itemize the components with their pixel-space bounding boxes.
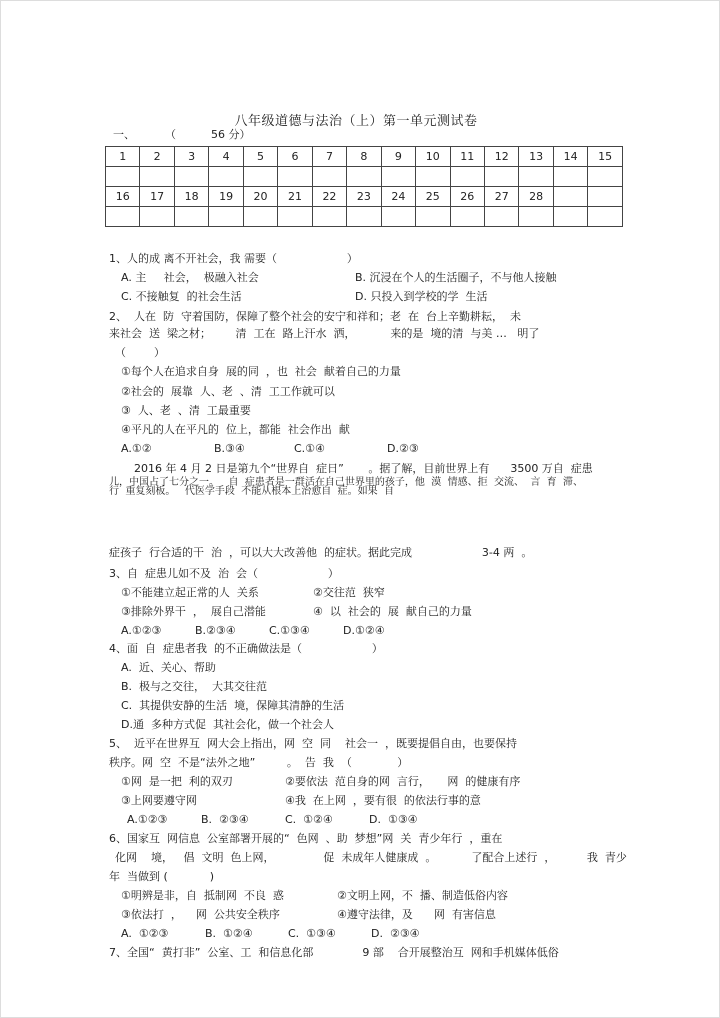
section-paren: （ [165,128,176,141]
table-cell: 15 [588,147,623,167]
statement-2-1: ①每个人在追求自身 展的同 ，也 社会 献着自己的力量 [121,365,401,378]
option-2a: A.①② [121,442,152,455]
option-3a: A.①②③ [121,624,162,637]
statement-2-2: ②社会的 展靠 人、老 、清 工工作就可以 [121,385,335,398]
table-cell: 17 [140,187,174,207]
question-5-cont: 秩序。网 空 不是“法外之地” 。 告 我 （ ） [109,756,409,769]
answer-cell[interactable] [140,167,174,187]
table-cell [553,187,587,207]
table-cell: 2 [140,147,174,167]
option-5d: D. ①③④ [369,813,418,826]
option-6c: C. ①③④ [288,927,336,940]
section-number: 一、 [113,128,135,141]
answer-cell[interactable] [381,167,415,187]
option-4b: B. 极与之交往， 大其交往范 [121,680,268,693]
statement-5-1: ①网 是一把 利的双刃 [121,775,233,788]
question-1: 1、人的成 离不开社会，我 需要（ ） [109,252,358,265]
table-cell: 4 [209,147,243,167]
question-6-cont: 化网 境， 倡 文明 色上网， 促 未成年人健康成 。 了配合上述行 ， 我 青少 [115,851,627,864]
question-6-cont2: 年 当做到 ( ) [109,870,215,883]
answer-cell[interactable] [278,207,312,227]
table-cell: 25 [416,187,450,207]
answer-row [106,167,623,187]
statement-5-3: ③上网要遵守网 [121,794,197,807]
table-cell: 7 [312,147,346,167]
answer-cell[interactable] [312,167,346,187]
table-cell: 16 [106,187,140,207]
table-row [106,187,623,207]
passage-line-2: 儿，中国占了七分之一。 自 症患者是一群活在自己世界里的孩子，他 漠 情感、拒 交流、 言 育 滞、 [109,477,584,488]
table-cell: 21 [278,187,312,207]
answer-cell[interactable] [588,207,623,227]
table-cell: 11 [450,147,484,167]
statement-3-1: ①不能建立起正常的人 关系 [121,586,259,599]
question-5: 5、 近平在世界互 网大会上指出，网 空 同 社会一 ，既要提倡自由，也要保持 [109,737,517,750]
answer-cell[interactable] [106,167,140,187]
statement-3-3: ③排除外界干 ， 展自己潜能 [121,605,266,618]
section-score: 56 分） [211,128,251,141]
answer-cell[interactable] [519,207,553,227]
option-5a: A.①②③ [127,813,168,826]
answer-cell[interactable] [588,167,623,187]
answer-cell[interactable] [209,207,243,227]
table-cell: 6 [278,147,312,167]
answer-cell[interactable] [174,207,208,227]
table-cell: 18 [174,187,208,207]
option-4d: D.通 多种方式促 其社会化，做一个社会人 [121,718,334,731]
statement-6-3: ③依法打 ， 网 公共安全秩序 [121,908,280,921]
answer-row [106,207,623,227]
answer-cell[interactable] [450,167,484,187]
table-cell: 26 [450,187,484,207]
table-cell: 8 [347,147,381,167]
option-6d: D. ②③④ [371,927,420,940]
answer-cell[interactable] [209,167,243,187]
option-1d: D. 只投入到学校的学 生活 [355,290,488,303]
answer-cell[interactable] [106,207,140,227]
page-title: 八年级道德与法治（上）第一单元测试卷 [234,114,478,129]
option-4a: A. 近、关心、帮助 [121,661,216,674]
option-5c: C. ①②④ [285,813,333,826]
table-cell: 12 [484,147,518,167]
answer-cell[interactable] [312,207,346,227]
option-3d: D.①②④ [343,624,385,637]
table-cell [588,187,623,207]
question-3: 3、自 症患儿如不及 治 会（ ） [109,567,339,580]
table-cell: 10 [416,147,450,167]
passage-line-1: 2016 年 4 月 2 日是第九个“世界自 症日” 。据了解，目前世界上有 3500 万自 症患 [134,462,593,475]
answer-cell[interactable] [450,207,484,227]
option-3b: B.②③④ [195,624,236,637]
statement-6-4: ④遵守法律，及 网 有害信息 [337,908,496,921]
answer-cell[interactable] [553,167,587,187]
statement-6-1: ①明辨是非，自 抵制网 不良 惑 [121,889,284,902]
question-6: 6、国家互 网信息 公室部署开展的“ 色网 、助 梦想”网 关 青少年行 ，重在 [109,832,503,845]
question-2: 2、 人在 防 守着国防，保障了整个社会的安宁和祥和；老 在 台上辛勤耕耘， 未 [109,310,521,323]
table-cell: 13 [519,147,553,167]
table-cell: 9 [381,147,415,167]
answer-cell[interactable] [243,207,277,227]
answer-cell[interactable] [347,207,381,227]
statement-6-2: ②文明上网，不 播、制造低俗内容 [337,889,508,902]
question-4: 4、面 自 症患者我 的不正确做法是（ ） [109,642,383,655]
answer-cell[interactable] [140,207,174,227]
answer-cell[interactable] [553,207,587,227]
option-2d: D.②③ [387,442,419,455]
passage-line-3: 行 重复刻板。 代医学手段 不能从根本上治愈自 症。如果 自 [109,486,394,497]
question-7: 7、全国“ 黄打非” 公室、工 和信息化部 9 部 合开展整治互 网和手机媒体低俗 [109,946,559,959]
answer-cell[interactable] [243,167,277,187]
statement-5-4: ④我 在上网 ，要有很 的依法行事的意 [285,794,481,807]
table-cell: 3 [174,147,208,167]
answer-blank: （ ） [115,346,165,359]
statement-3-4: ④ 以 社会的 展 献自己的力量 [313,605,472,618]
option-6b: B. ①②④ [205,927,253,940]
answer-cell[interactable] [484,167,518,187]
table-cell: 14 [553,147,587,167]
answer-cell[interactable] [174,167,208,187]
statement-5-2: ②要依法 范自身的网 言行， 网 的健康有序 [285,775,521,788]
option-4c: C. 其提供安静的生活 境，保障其清静的生活 [121,699,345,712]
table-cell: 22 [312,187,346,207]
answer-cell[interactable] [416,207,450,227]
answer-table [105,146,623,227]
table-row [106,147,623,167]
table-cell: 5 [243,147,277,167]
passage-line-4: 症孩子 行合适的干 治 ，可以大大改善他 的症状。据此完成 3-4 两 。 [109,546,533,559]
table-cell: 20 [243,187,277,207]
answer-cell[interactable] [484,207,518,227]
option-3c: C.①③④ [269,624,310,637]
table-cell: 19 [209,187,243,207]
option-6a: A. ①②③ [121,927,169,940]
option-1b: B. 沉浸在个人的生活圈子，不与他人接触 [355,271,557,284]
table-cell: 23 [347,187,381,207]
answer-cell[interactable] [278,167,312,187]
answer-cell[interactable] [416,167,450,187]
statement-2-3: ③ 人、老 、清 工最重要 [121,404,251,417]
option-1c: C. 不接触复 的社会生活 [121,290,242,303]
statement-3-2: ②交往范 狭窄 [313,586,385,599]
question-2-cont: 来社会 送 梁之材； 清 工在 路上汗水 洒， 来的是 境的清 与美 … 明了 [109,327,540,340]
option-2b: B.③④ [214,442,245,455]
table-cell: 24 [381,187,415,207]
answer-cell[interactable] [381,207,415,227]
answer-cell[interactable] [519,167,553,187]
answer-cell[interactable] [347,167,381,187]
option-5b: B. ②③④ [201,813,249,826]
option-2c: C.①④ [294,442,325,455]
table-cell: 27 [484,187,518,207]
statement-2-4: ④平凡的人在平凡的 位上，都能 社会作出 献 [121,423,350,436]
table-cell: 28 [519,187,553,207]
table-cell: 1 [106,147,140,167]
option-1a: A. 主 社会， 极融入社会 [121,271,259,284]
